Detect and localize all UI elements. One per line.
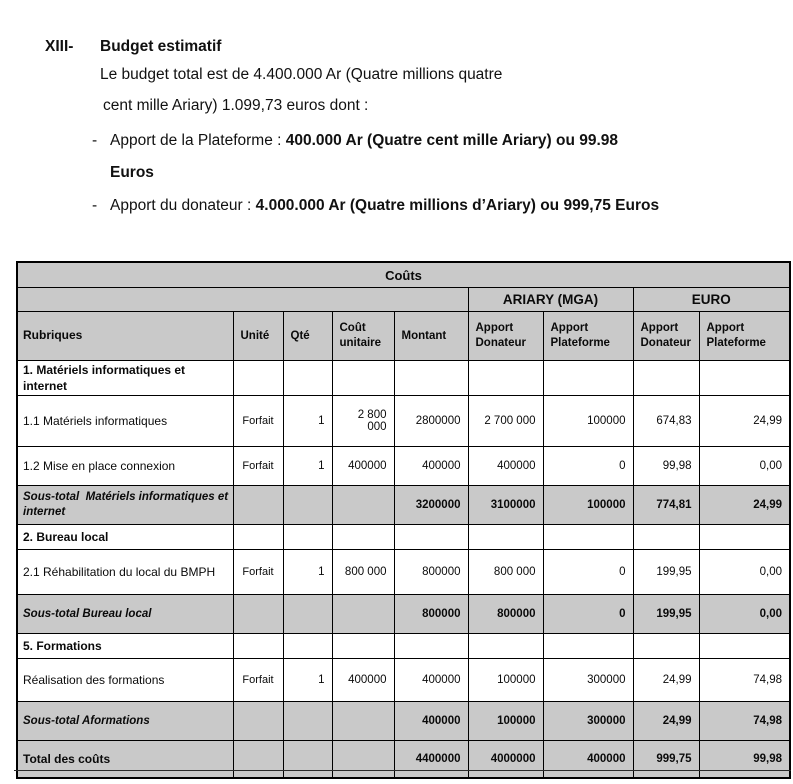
value-cell: 400000 <box>394 702 468 741</box>
column-header-rubriques: Rubriques <box>17 312 233 361</box>
value-cell: 100000 <box>543 396 633 447</box>
value-cell: 0 <box>543 595 633 634</box>
value-cell: 1 <box>283 447 332 486</box>
section-title: Budget estimatif <box>100 38 222 55</box>
value-cell: Forfait <box>233 447 283 486</box>
value-cell: 74,98 <box>699 702 790 741</box>
value-cell <box>468 525 543 550</box>
table-row-section <box>17 634 790 659</box>
value-cell: 800000 <box>394 550 468 595</box>
value-cell: Forfait <box>233 396 283 447</box>
rubrique-cell: 1.1 Matériels informatiques <box>17 396 233 447</box>
table-row-total <box>17 741 790 779</box>
value-cell <box>283 595 332 634</box>
value-cell: 3200000 <box>394 486 468 525</box>
value-cell: Forfait <box>233 659 283 702</box>
value-cell: 674,83 <box>633 396 699 447</box>
column-header-montant: Montant <box>394 312 468 361</box>
bullet-donateur-label: Apport du donateur : <box>110 197 256 214</box>
value-cell <box>332 634 394 659</box>
value-cell <box>699 525 790 550</box>
value-cell: 24,99 <box>633 702 699 741</box>
value-cell: 74,98 <box>699 659 790 702</box>
rubrique-cell: Sous-total Matériels informatiques et internet <box>17 486 233 525</box>
value-cell: 100000 <box>468 659 543 702</box>
table-title: Coûts <box>17 262 790 288</box>
value-cell <box>468 634 543 659</box>
bottom-rule-divider <box>14 770 791 771</box>
value-cell <box>543 634 633 659</box>
value-cell: 1 <box>283 550 332 595</box>
cost-table-body <box>17 361 790 779</box>
section-heading <box>45 38 221 56</box>
section-number: XIII- <box>45 38 74 55</box>
rubrique-cell: 2.1 Réhabilitation du local du BMPH <box>17 550 233 595</box>
value-cell <box>633 361 699 396</box>
bullet-plateforme-amount: 400.000 Ar (Quatre cent mille Ariary) ou 99.98 <box>285 132 619 149</box>
value-cell: 100000 <box>468 702 543 741</box>
rubrique-cell: 1. Matériels informatiques et internet <box>17 361 233 396</box>
value-cell <box>283 525 332 550</box>
value-cell: 999,75 <box>633 741 699 779</box>
value-cell <box>332 702 394 741</box>
bullet-dash: - <box>92 197 98 214</box>
value-cell <box>332 595 394 634</box>
bullet-apport-donateur <box>92 197 659 215</box>
value-cell: 0,00 <box>699 595 790 634</box>
value-cell: 774,81 <box>633 486 699 525</box>
value-cell <box>283 702 332 741</box>
cost-table <box>16 261 791 779</box>
column-header-apport-donateur-euro: Apport Donateur <box>633 312 699 361</box>
value-cell: 199,95 <box>633 550 699 595</box>
value-cell <box>468 361 543 396</box>
bullet-apport-plateforme <box>92 132 618 150</box>
value-cell: 0 <box>543 447 633 486</box>
value-cell <box>233 702 283 741</box>
column-header-apport-donateur-mga: Apport Donateur <box>468 312 543 361</box>
currency-group-ariary: ARIARY (MGA) <box>468 288 633 312</box>
value-cell <box>332 741 394 779</box>
value-cell <box>699 361 790 396</box>
value-cell <box>233 741 283 779</box>
value-cell: 199,95 <box>633 595 699 634</box>
bullet-plateforme-amount-continuation: Euros <box>110 164 154 181</box>
rubrique-cell: Sous-total Aformations <box>17 702 233 741</box>
value-cell: 3100000 <box>468 486 543 525</box>
value-cell: 300000 <box>543 659 633 702</box>
value-cell <box>283 486 332 525</box>
currency-group-row <box>17 288 790 312</box>
value-cell: 800 000 <box>468 550 543 595</box>
rubrique-cell: 2. Bureau local <box>17 525 233 550</box>
currency-group-euro: EURO <box>633 288 790 312</box>
value-cell <box>283 634 332 659</box>
value-cell <box>233 634 283 659</box>
value-cell: 99,98 <box>699 741 790 779</box>
table-row-data <box>17 550 790 595</box>
value-cell <box>233 595 283 634</box>
value-cell <box>283 361 332 396</box>
value-cell: 800000 <box>394 595 468 634</box>
intro-line-1: Le budget total est de 4.400.000 Ar (Quatre millions quatre <box>100 66 503 83</box>
value-cell <box>633 525 699 550</box>
value-cell: 400000 <box>394 659 468 702</box>
rubrique-cell: 1.2 Mise en place connexion <box>17 447 233 486</box>
value-cell: 4400000 <box>394 741 468 779</box>
column-header-row <box>17 312 790 361</box>
value-cell <box>633 634 699 659</box>
rubrique-cell: 5. Formations <box>17 634 233 659</box>
value-cell: 2 700 000 <box>468 396 543 447</box>
rubrique-cell: Réalisation des formations <box>17 659 233 702</box>
value-cell: 300000 <box>543 702 633 741</box>
column-header-unite: Unité <box>233 312 283 361</box>
intro-line-2: cent mille Ariary) 1.099,73 euros dont : <box>103 97 369 114</box>
table-row-subtotal <box>17 702 790 741</box>
value-cell: 2800000 <box>394 396 468 447</box>
bullet-donateur-amount: 4.000.000 Ar (Quatre millions d’Ariary) ou 999,75 Euros <box>255 197 660 214</box>
value-cell <box>394 525 468 550</box>
table-row-subtotal <box>17 595 790 634</box>
value-cell <box>332 525 394 550</box>
value-cell <box>233 525 283 550</box>
column-header-apport-plateforme-mga: Apport Plateforme <box>543 312 633 361</box>
table-title-row <box>17 262 790 288</box>
value-cell: 400000 <box>394 447 468 486</box>
rubrique-cell: Sous-total Bureau local <box>17 595 233 634</box>
value-cell <box>233 361 283 396</box>
value-cell: 1 <box>283 396 332 447</box>
value-cell <box>543 361 633 396</box>
value-cell: 100000 <box>543 486 633 525</box>
value-cell: 800 000 <box>332 550 394 595</box>
column-header-cout-unitaire: Coût unitaire <box>332 312 394 361</box>
value-cell <box>332 486 394 525</box>
currency-group-empty <box>17 288 468 312</box>
value-cell: 400000 <box>332 447 394 486</box>
value-cell: 24,99 <box>699 486 790 525</box>
value-cell: 99,98 <box>633 447 699 486</box>
table-row-section <box>17 525 790 550</box>
value-cell: 2 800 000 <box>332 396 394 447</box>
value-cell: 0,00 <box>699 550 790 595</box>
table-row-section <box>17 361 790 396</box>
value-cell: 0 <box>543 550 633 595</box>
value-cell: 4000000 <box>468 741 543 779</box>
value-cell: 24,99 <box>699 396 790 447</box>
value-cell: 400000 <box>468 447 543 486</box>
value-cell <box>233 486 283 525</box>
value-cell <box>332 361 394 396</box>
value-cell: 1 <box>283 659 332 702</box>
value-cell <box>394 634 468 659</box>
bullet-plateforme-label: Apport de la Plateforme : <box>110 132 286 149</box>
value-cell: 24,99 <box>633 659 699 702</box>
bullet-dash: - <box>92 132 98 149</box>
table-row-data <box>17 396 790 447</box>
column-header-apport-plateforme-euro: Apport Plateforme <box>699 312 790 361</box>
value-cell <box>699 634 790 659</box>
value-cell: 400000 <box>332 659 394 702</box>
rubrique-cell: Total des coûts <box>17 741 233 779</box>
value-cell <box>394 361 468 396</box>
value-cell: 800000 <box>468 595 543 634</box>
table-row-data <box>17 447 790 486</box>
value-cell: Forfait <box>233 550 283 595</box>
table-row-data <box>17 659 790 702</box>
column-header-qte: Qté <box>283 312 332 361</box>
value-cell <box>283 741 332 779</box>
value-cell: 400000 <box>543 741 633 779</box>
value-cell: 0,00 <box>699 447 790 486</box>
table-row-subtotal <box>17 486 790 525</box>
value-cell <box>543 525 633 550</box>
